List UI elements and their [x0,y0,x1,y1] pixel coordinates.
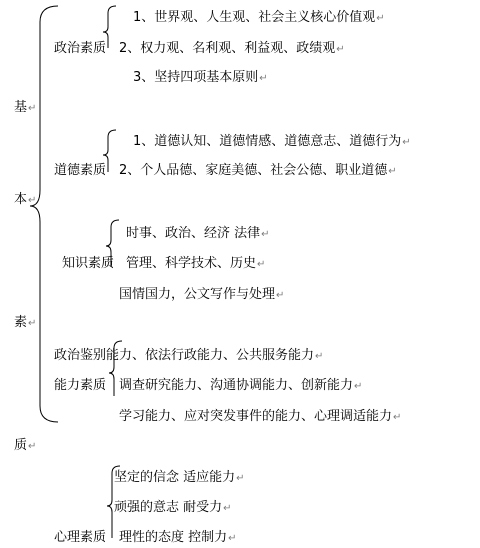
mental-line: 坚定的信念 适应能力↵ [114,470,245,485]
mental-label: 心理素质 [54,530,107,545]
ability-line: 调查研究能力、沟通协调能力、创新能力↵ [119,378,363,393]
political-label: 政治素质 [54,41,107,56]
moral-label: 道德素质 [54,163,107,178]
knowledge-line: 时事、政治、经济 法律↵ [126,226,270,241]
knowledge-line: 国情国力，公文写作与处理↵ [119,287,285,302]
title-char: 本↵ [14,192,37,207]
political-item: 1、世界观、人生观、社会主义核心价值观↵ [133,10,385,25]
political-item: 3、坚持四项基本原则↵ [133,70,268,85]
mental-line: 顽强的意志 耐受力↵ [114,500,232,515]
ability-label: 能力素质 [54,378,107,393]
ability-line: 学习能力、应对突发事件的能力、心理调适能力↵ [119,409,402,424]
moral-item: 1、道德认知、道德情感、道德意志、道德行为↵ [133,134,411,149]
ability-line: 政治鉴别能力、依法行政能力、公共服务能力↵ [54,348,324,363]
title-char: 素↵ [14,315,37,330]
knowledge-label: 知识素质 [62,256,115,271]
moral-item: 2、个人品德、家庭美德、社会公德、职业道德↵ [119,163,397,178]
mental-line: 理性的态度 控制力↵ [119,530,237,545]
knowledge-line: 管理、科学技术、历史↵ [126,256,266,271]
title-char: 基↵ [14,100,37,115]
political-item: 2、权力观、名利观、利益观、政绩观↵ [119,41,345,56]
title-char: 质↵ [14,438,37,453]
